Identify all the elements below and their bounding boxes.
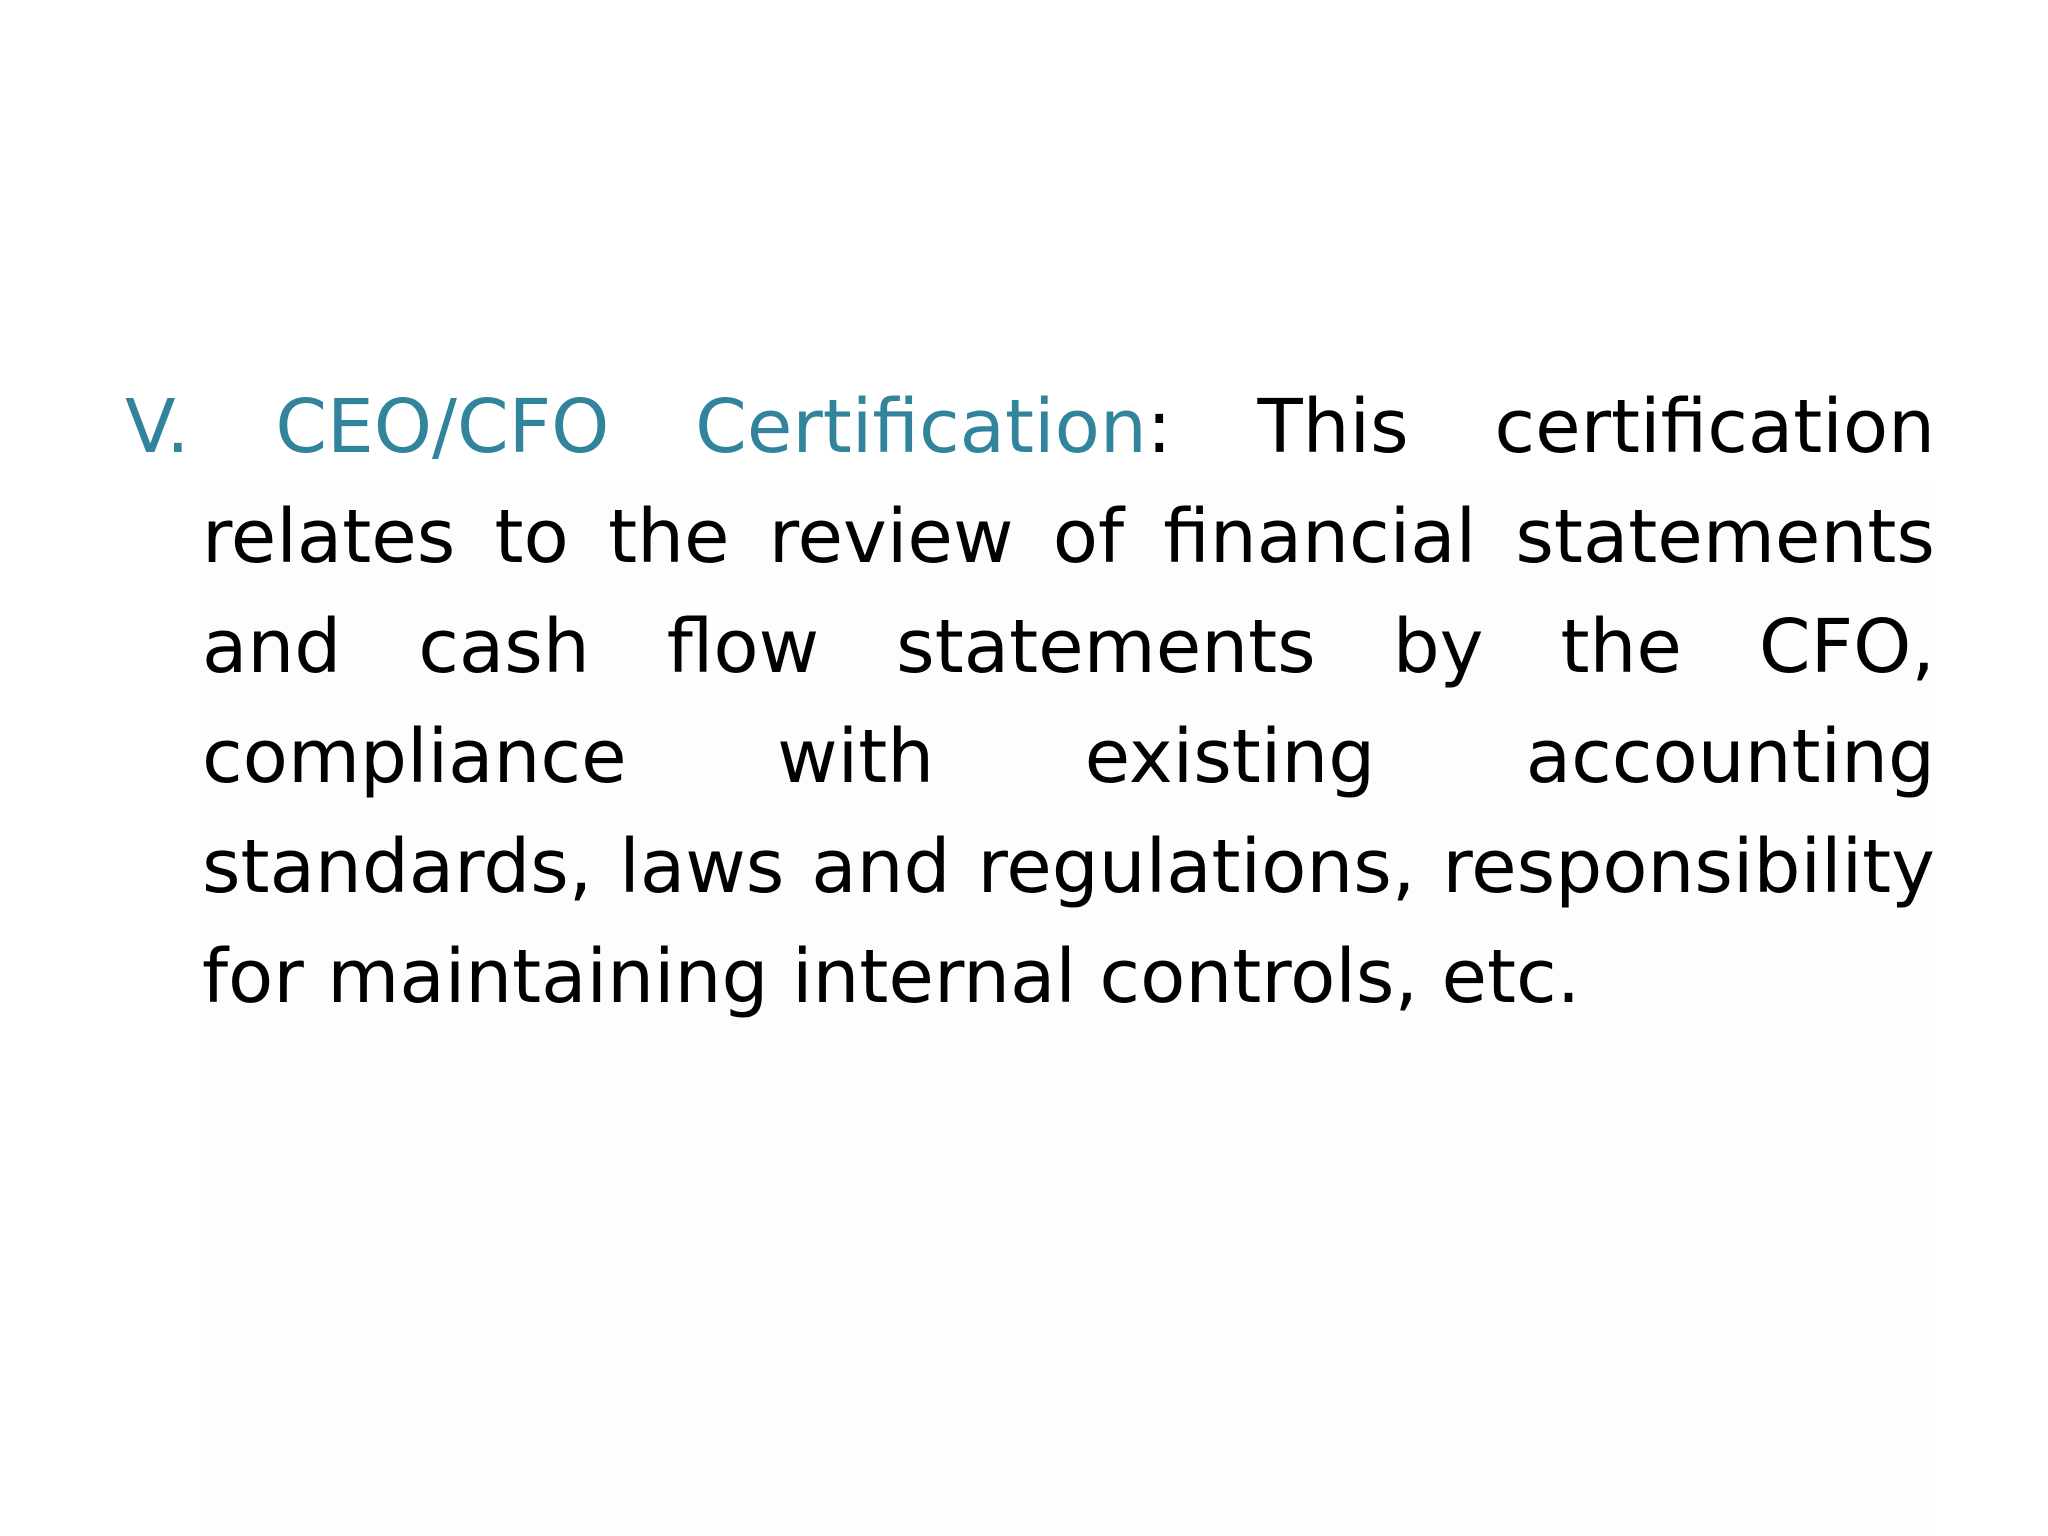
- list-item-v: [125, 372, 1935, 1032]
- body-word: relates: [202, 494, 456, 580]
- body-word: the: [1560, 604, 1682, 690]
- item-number: V.: [125, 384, 190, 470]
- body-word: standards,: [202, 824, 593, 910]
- item-colon: :: [1146, 384, 1172, 470]
- body-word: by: [1392, 604, 1484, 690]
- body-word: regulations,: [977, 824, 1416, 910]
- body-word: This: [1257, 384, 1409, 470]
- body-word: existing: [1084, 714, 1376, 800]
- body-word: statements: [1515, 494, 1935, 580]
- body-line-5: [202, 922, 1935, 1032]
- body-word: cash: [418, 604, 590, 690]
- body-word: of: [1052, 494, 1125, 580]
- body-word: compliance: [202, 714, 627, 800]
- item-heading-group: [695, 372, 1172, 482]
- body-line-3: [202, 702, 1935, 812]
- item-heading-word-1: CEO/CFO: [275, 384, 610, 470]
- body-word: certification: [1494, 384, 1935, 470]
- body-line-4: [202, 812, 1935, 922]
- body-word: with: [777, 714, 935, 800]
- body-last-line-text: for maintaining internal controls, etc.: [202, 934, 1581, 1020]
- body-word: CFO,: [1758, 604, 1935, 690]
- body-word: responsibility: [1442, 824, 1935, 910]
- body-line-1: [202, 482, 1935, 592]
- body-word: the: [608, 494, 730, 580]
- body-word: review: [768, 494, 1014, 580]
- body-word: flow: [666, 604, 820, 690]
- item-heading-word-2: Certification: [695, 384, 1147, 470]
- body-word: financial: [1163, 494, 1477, 580]
- body-word: and: [202, 604, 342, 690]
- body-word: and: [811, 824, 951, 910]
- body-line-2: [202, 592, 1935, 702]
- body-word: statements: [896, 604, 1316, 690]
- body-word: laws: [619, 824, 785, 910]
- body-word: accounting: [1525, 714, 1935, 800]
- item-first-line: [125, 372, 1935, 482]
- body-word: to: [494, 494, 569, 580]
